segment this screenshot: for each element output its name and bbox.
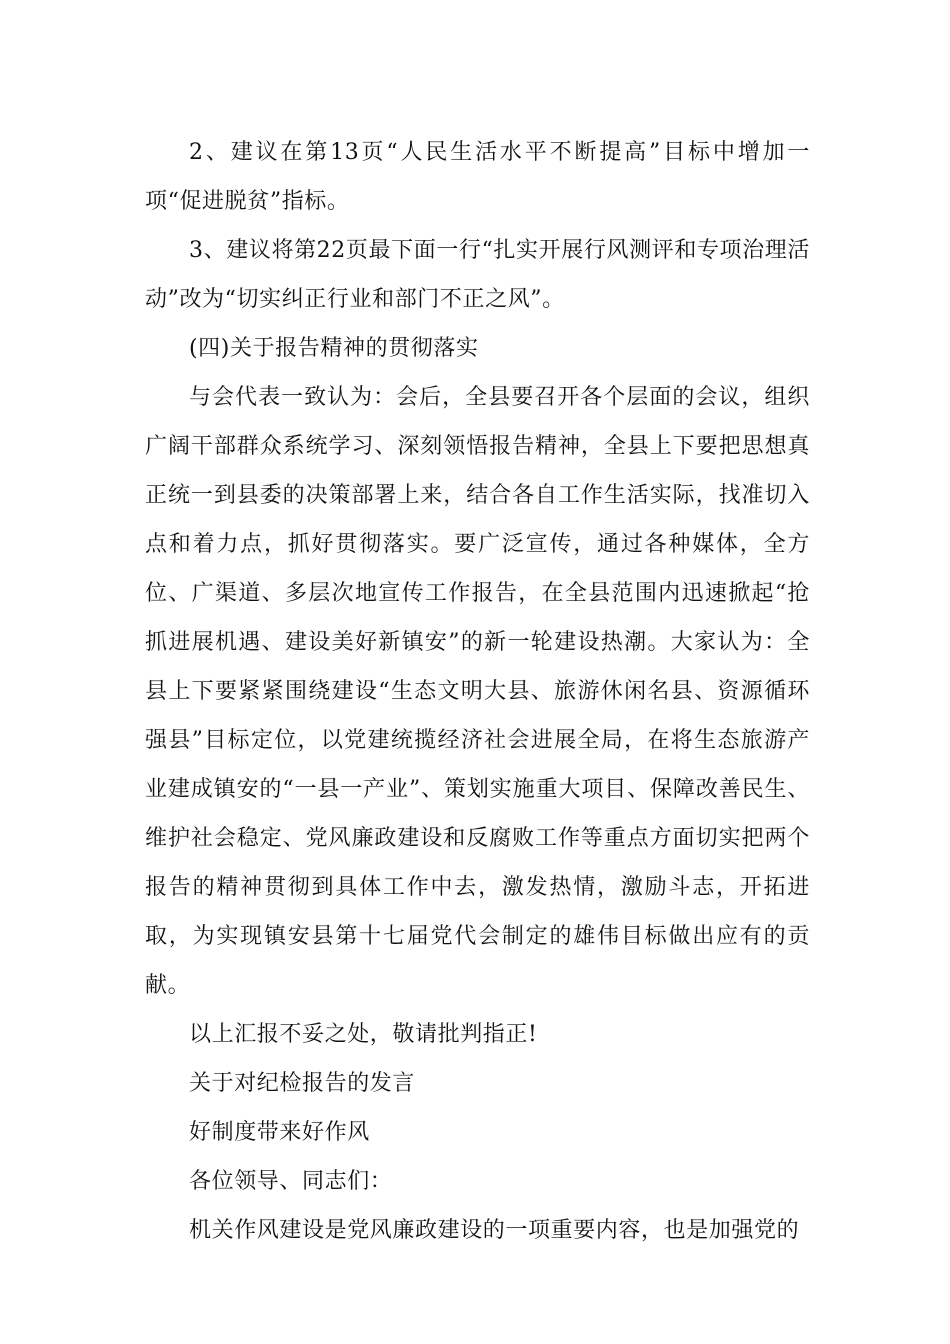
- speech-salutation: 各位领导、同志们：: [189, 1169, 393, 1194]
- document-body: [145, 128, 810, 1255]
- paragraph-speech-opening: 机关作风建设是党风廉政建设的一项重要内容，也是加强党的: [189, 1218, 800, 1243]
- paragraph-closing-remark: 以上汇报不妥之处，敬请批判指正!: [189, 1022, 538, 1047]
- section-heading-implementation: (四)关于报告精神的贯彻落实: [189, 336, 479, 361]
- paragraph-suggestion-2: 2、建议在第13页“人民生活水平不断提高”目标中增加一项“促进脱贫”指标。: [145, 140, 810, 214]
- speech-title: 关于对纪检报告的发言: [189, 1071, 416, 1096]
- paragraph-delegates-consensus: 与会代表一致认为：会后，全县要召开各个层面的会议，组织广阔干部群众系统学习、深刻领悟报告精神，全县上下要把思想真正统一到县委的决策部署上来，结合各自工作生活实际，找准切入点和着力点，抓好贯彻落实。要广泛宣传，通过各种媒体，全方位、广渠道、多层次地宣传工作报告，在全县范围内迅速掀起“抢抓进展机遇、建设美好新镇安”的新一轮建设热潮。大家认为：全县上下要紧紧围绕建设“生态文明大县、旅游休闲名县、资源循环强县”目标定位，以党建统揽经济社会进展全局，在将生态旅游产业建成镇安的“一县一产业”、策划实施重大项目、保障改善民生、维护社会稳定、党风廉政建设和反腐败工作等重点方面切实把两个报告的精神贯彻到具体工作中去，激发热情，激励斗志，开拓进取，为实现镇安县第十七届党代会制定的雄伟目标做出应有的贡献。: [145, 385, 810, 998]
- paragraph-suggestion-3: 3、建议将第22页最下面一行“扎实开展行风测评和专项治理活动”改为“切实纠正行业和部门不正之风”。: [145, 238, 810, 312]
- speech-subtitle: 好制度带来好作风: [189, 1120, 370, 1145]
